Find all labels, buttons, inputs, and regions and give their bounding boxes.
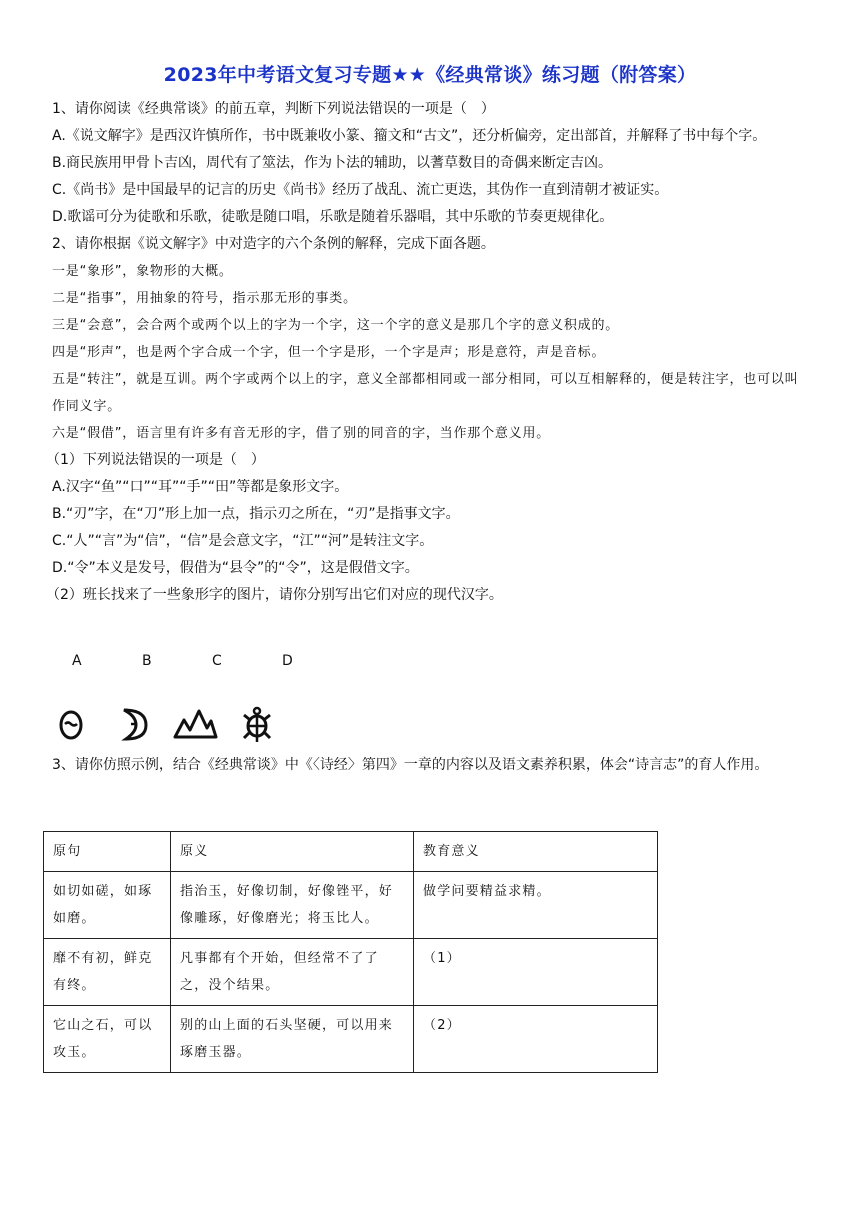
q1-option-a: A.《说文解字》是西汉许慎所作，书中既兼收小篆、籀文和“古文”，还分析偏旁，定出部首，并解释了书中每个字。 — [52, 128, 767, 144]
answer-blank-1[interactable]: （1） — [414, 939, 658, 1006]
sun-glyph-icon — [56, 706, 86, 742]
q2-sub1-stem: （1）下列说法错误的一项是（ ） — [46, 452, 265, 468]
q2-sub1-option-d: D.“令”本义是发号，假借为“县令”的“令”，这是假借文字。 — [52, 560, 419, 576]
q2-def-6: 六是“假借”，语言里有许多有音无形的字，借了别的同音的字，当作那个意义用。 — [52, 426, 551, 441]
table-row — [44, 939, 658, 1006]
q2-sub2-stem: （2）班长找来了一些象形字的图片，请你分别写出它们对应的现代汉字。 — [46, 587, 503, 603]
table-header-cell: 原义 — [171, 832, 414, 872]
q2-sub1-option-c: C.“人”“言”为“信”，“信”是会意文字，“江”“河”是转注文字。 — [52, 533, 434, 549]
table-row — [44, 1006, 658, 1073]
q1-stem: 1、请你阅读《经典常谈》的前五章，判断下列说法错误的一项是（ ） — [52, 101, 495, 117]
q2-sub1-option-b: B.“刃”字，在“刀”形上加一点，指示刃之所在，“刃”是指事文字。 — [52, 506, 460, 522]
table-row — [44, 872, 658, 939]
q2-def-5: 五是“转注”，就是互训。两个字或两个以上的字，意义全部都相同或一部分相同，可以互相解释的，便是转注字，也可以叫作同义字。 — [52, 372, 799, 414]
table-cell: 凡事都有个开始，但经常不了了之，没个结果。 — [171, 939, 414, 1006]
q2-stem: 2、请你根据《说文解字》中对造字的六个条例的解释，完成下面各题。 — [52, 236, 495, 252]
table-cell: 做学问要精益求精。 — [414, 872, 658, 939]
q2-def-1: 一是“象形”，象物形的大概。 — [52, 264, 233, 279]
q2-def-2: 二是“指事”，用抽象的符号，指示那无形的事类。 — [52, 291, 357, 306]
answer-blank-2[interactable]: （2） — [414, 1006, 658, 1073]
q1-option-d: D.歌谣可分为徒歌和乐歌，徒歌是随口唱，乐歌是随着乐器唱，其中乐歌的节奏更规律化。 — [52, 209, 614, 225]
q2-def-3: 三是“会意”，会合两个或两个以上的字为一个字，这一个字的意义是那几个字的意义积成的。 — [52, 318, 620, 333]
turtle-glyph-icon — [239, 706, 275, 744]
page-title: 2023年中考语文复习专题★★《经典常谈》练习题（附答案） — [163, 64, 697, 86]
q3-stem-text: 3、请你仿照示例，结合《经典常谈》中《〈诗经〉第四》一章的内容以及语文素养积累，体会“诗言志”的育人作用。 — [52, 757, 769, 773]
q3-stem — [52, 752, 812, 779]
mountain-glyph-icon — [172, 706, 218, 742]
table-header-cell: 教育意义 — [414, 832, 658, 872]
table-cell: 指治玉，好像切制，好像锉平，好像雕琢，好像磨光；将玉比人。 — [171, 872, 414, 939]
glyph-letter-d: D — [282, 653, 293, 669]
question-content — [46, 96, 812, 609]
glyph-letter-a: A — [72, 653, 82, 669]
table-cell: 靡不有初，鲜克有终。 — [44, 939, 171, 1006]
q1-option-c: C.《尚书》是中国最早的记言的历史《尚书》经历了战乱、流亡更迭，其伪作一直到清朝才被证实。 — [52, 182, 669, 198]
table-header-cell: 原句 — [44, 832, 171, 872]
q1-option-b: B.商民族用甲骨卜吉凶，周代有了筮法，作为卜法的辅助，以蓍草数目的奇偶来断定吉凶。 — [52, 155, 613, 171]
table-cell: 它山之石，可以攻玉。 — [44, 1006, 171, 1073]
poetry-table — [43, 831, 658, 1073]
table-cell: 如切如磋，如琢如磨。 — [44, 872, 171, 939]
glyph-letter-c: C — [212, 653, 222, 669]
table-cell: 别的山上面的石头坚硬，可以用来琢磨玉器。 — [171, 1006, 414, 1073]
pictograph-row — [54, 706, 294, 746]
q2-def-4: 四是“形声”，也是两个字合成一个字，但一个字是形，一个字是声；形是意符，声是音标。 — [52, 345, 606, 360]
glyph-letter-row — [72, 653, 372, 677]
table-header-row — [44, 832, 658, 872]
q2-sub1-option-a: A.汉字“鱼”“口”“耳”“手”“田”等都是象形文字。 — [52, 479, 349, 495]
glyph-letter-b: B — [142, 653, 152, 669]
moon-glyph-icon — [116, 706, 150, 742]
